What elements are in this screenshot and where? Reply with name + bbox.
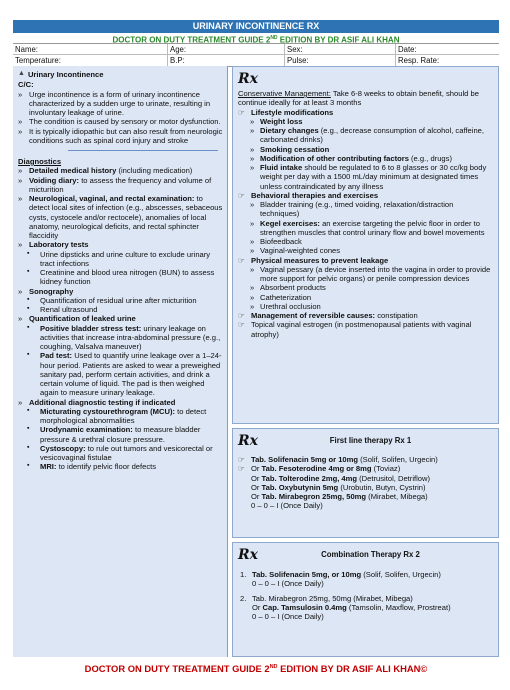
cc-label: C/C: xyxy=(18,80,34,90)
list-item: Or Tab. Oxybutynin 5mg (Urobutin, Butyn, Cystrin) xyxy=(251,482,426,492)
first-line-therapy-box xyxy=(232,428,499,538)
page-subtitle: DOCTOR ON DUTY TREATMENT GUIDE 2ND EDITION BY DR ASIF ALI KHAN xyxy=(13,33,499,44)
dose-text: 0 – 0 – I (Once Daily) xyxy=(252,579,324,589)
cc-list xyxy=(18,90,223,146)
list-item: 2. Tab. Mirabegron 25mg, 50mg (Mirabet, Mibega) xyxy=(240,593,413,603)
date-field[interactable]: Date: xyxy=(396,44,499,55)
list-item: Or Cap. Tamsulosin 0.4mg (Tamsolin, Maxflow, Prostreat) xyxy=(252,602,451,612)
management-list xyxy=(238,108,493,339)
list-item: » Detailed medical history (including medication) xyxy=(18,166,223,175)
resp-rate-field[interactable]: Resp. Rate: xyxy=(398,56,440,65)
list-item: ▪ Creatinine and blood urea nitrogen (BUN) to assess kidney function xyxy=(18,268,223,287)
list-item: » Urge incontinence is a form of urinary incontinence characterized by a sudden urge to urinate, resulting in involuntary leakage of urine. xyxy=(18,90,223,118)
list-item: » Vaginal-weighted cones xyxy=(238,246,493,255)
list-item: ▪ Quantification of residual urine after micturition xyxy=(18,296,223,305)
pulse-field[interactable]: Pulse: xyxy=(285,55,396,66)
combination-therapy-box xyxy=(232,542,499,657)
list-item: ☞ Management of reversible causes: constipation xyxy=(238,311,493,320)
list-item: » Biofeedback xyxy=(238,237,493,246)
rx-symbol: Rx xyxy=(238,547,258,563)
dose-text: 0 – 0 – I (Once Daily) xyxy=(251,501,323,511)
page-footer: DOCTOR ON DUTY TREATMENT GUIDE 2ND EDITION BY DR ASIF ALI KHAN© xyxy=(84,663,428,675)
box-title: Combination Therapy Rx 2 xyxy=(321,550,420,560)
left-column xyxy=(13,66,228,657)
diagnostics-list xyxy=(18,166,223,471)
list-item: ☞ Tab. Solifenacin 5mg or 10mg (Solif, Solifen, Urgecin) xyxy=(238,455,493,464)
list-item: ☞ Lifestyle modifications » Weight loss » Dietary changes (e.g., decrease consumption of alcohol, caffeine, carbonated drinks) » Smoking cessation » Modification of other contributing factors (e.g., drugs) » Fluid intake should be regulated to 6 to 8 glasses or 30 cc/kg body weight per day with a 1500 mL/day minimum at designated times unless contraindicated by any illness xyxy=(238,108,493,191)
page-title: URINARY INCONTINENCE RX xyxy=(13,20,499,33)
list-item: ▪ Positive bladder stress test: urinary leakage on activities that increase intra-abdominal pressure (e.g., coughing, Valsalva maneuver) xyxy=(18,324,223,352)
list-item: » The condition is caused by sensory or motor dysfunction. xyxy=(18,117,223,126)
list-item: ☞ Physical measures to prevent leakage » Vaginal pessary (a device inserted into the vagina in order to provide more support for pelvic organs) or penile compression devices » Absorbent products » Catheterization » Urethral occlusion xyxy=(238,256,493,312)
conservative-management: Conservative Management: Take 6-8 weeks to obtain benefit, should be continue ideally for at least 3 months xyxy=(238,89,479,108)
first-line-list xyxy=(238,455,493,474)
list-item: ▪ Micturating cystourethrogram (MCU): to detect morphological abnormalities xyxy=(18,407,223,426)
list-item: » Vaginal pessary (a device inserted into the vagina in order to provide more support for pelvic organs) or penile compression devices xyxy=(238,265,493,284)
list-item: » Smoking cessation xyxy=(238,145,493,154)
dose-text: 0 – 0 – I (Once Daily) xyxy=(252,612,324,621)
list-item: » Bladder training (e.g., timed voiding, relaxation/distraction techniques) xyxy=(238,200,493,219)
list-item: 1. Tab. Solifenacin 5mg, or 10mg (Solif, Solifen, Urgecin) xyxy=(240,570,441,579)
list-item: ▪ Urine dipsticks and urine culture to exclude urinary tract infections xyxy=(18,250,223,269)
list-item: » Kegel exercises: an exercise targeting the pelvic floor in order to strengthen muscles that control urinary flow and bowel movements xyxy=(238,219,493,238)
bp-field[interactable]: B.P: xyxy=(168,55,285,66)
list-item: » Dietary changes (e.g., decrease consumption of alcohol, caffeine, carbonated drinks) xyxy=(238,126,493,145)
list-item: ▪ Renal ultrasound xyxy=(18,305,223,314)
list-item: » Weight loss xyxy=(238,117,493,126)
list-item: Or Tab. Mirabegron 25mg, 50mg (Mirabet, Mibega) xyxy=(251,492,428,501)
temperature-field[interactable]: Temperature: xyxy=(13,55,168,66)
box-title: First line therapy Rx 1 xyxy=(329,436,412,446)
list-item: » Laboratory tests ▪ Urine dipsticks and urine culture to exclude urinary tract infections ▪ Creatinine and blood urea nitrogen (BUN) to assess kidney function xyxy=(18,240,223,286)
list-item: » Sonography ▪ Quantification of residual urine after micturition ▪ Renal ultrasound xyxy=(18,287,223,315)
list-item: ☞ Behavioral therapies and exercises » Bladder training (e.g., timed voiding, relaxation/distraction techniques) » Kegel exercises: an exercise targeting the pelvic floor in order to strengthen muscles that control urinary flow and bowel movements » Biofeedback » Vaginal-weighted cones xyxy=(238,191,493,256)
list-item: » Neurological, vaginal, and rectal examination: to detect local sites of infection (e.g., abscesses, sebaceous cysts, cystocele and/or rectocele), anomalies of local anatomy, neurological deficits, and rectal sphincter flaccidity xyxy=(18,194,223,240)
list-item: » Additional diagnostic testing if indicated ▪ Micturating cystourethrogram (MCU): to detect morphological abnormalities ▪ Urodynamic examination: to measure bladder pressure & urethral closure pressure. ▪ Cystoscopy: to rule out tumors and vesicorectal or vesicovaginal fistulae ▪ MRI: to identify pelvic floor defects xyxy=(18,398,223,472)
management-box xyxy=(232,66,499,424)
rx-symbol: Rx xyxy=(238,433,258,449)
list-item: » Urethral occlusion xyxy=(238,302,493,311)
sex-field[interactable]: Sex: xyxy=(285,44,396,55)
list-item: ☞ Or Tab. Fesoterodine 4mg or 8mg (Toviaz) xyxy=(238,464,493,473)
list-item: » Fluid intake should be regulated to 6 to 8 glasses or 30 cc/kg body weight per day with a 1500 mL/day minimum at designated times unless contraindicated by any illness xyxy=(238,163,493,191)
list-item: » Absorbent products xyxy=(238,283,493,292)
divider xyxy=(68,150,218,151)
list-item: Or Tab. Tolterodine 2mg, 4mg (Detrusitol, Detriflow) xyxy=(251,473,431,483)
combination-list xyxy=(238,570,493,621)
treatment-sheet xyxy=(13,20,499,684)
right-column xyxy=(232,66,499,657)
list-item: ▪ Pad test: Used to quantify urine leakage over a 1–24-hour period. Patients are asked to wear a preweighed sanitary pad, perform certain activities, and drink a certain volume of liquid. The pad is then weighed again to measure urinary leakage. xyxy=(18,351,223,397)
diagnostics-heading: Diagnostics xyxy=(18,157,62,166)
list-item: » Quantification of leaked urine ▪ Positive bladder stress test: urinary leakage on activities that increase intra-abdominal pressure (e.g., coughing, Valsalva maneuver) ▪ Pad test: Used to quantify urine leakage over a 1–24-hour period. Patients are asked to wear a preweighed sanitary pad, perform certain activities, and drink a certain volume of liquid. The pad is then weighed again to measure urinary leakage. xyxy=(18,314,223,397)
name-field[interactable]: Name: xyxy=(13,44,168,55)
list-item: » Voiding diary: to assess the frequency and volume of micturition xyxy=(18,176,223,195)
warning-icon: ▲ xyxy=(18,70,25,78)
rx-symbol: Rx xyxy=(238,71,258,87)
list-item: » It is typically idiopathic but can also result from neurologic conditions such as spinal cord injury and stroke xyxy=(18,127,223,146)
age-field[interactable]: Age: xyxy=(168,44,285,55)
list-item: ☞ Topical vaginal estrogen (in postmenopausal patients with vaginal atrophy) xyxy=(238,320,493,339)
list-item: ▪ Cystoscopy: to rule out tumors and vesicorectal or vesicovaginal fistulae xyxy=(18,444,223,463)
list-item: » Modification of other contributing factors (e.g., drugs) xyxy=(238,154,493,163)
patient-info-grid xyxy=(13,44,499,67)
list-item: ▪ MRI: to identify pelvic floor defects xyxy=(18,462,223,471)
list-item: ▪ Urodynamic examination: to measure bladder pressure & urethral closure pressure. xyxy=(18,425,223,444)
list-item: » Catheterization xyxy=(238,293,493,302)
section-heading: ▲ Urinary Incontinence xyxy=(18,70,104,79)
